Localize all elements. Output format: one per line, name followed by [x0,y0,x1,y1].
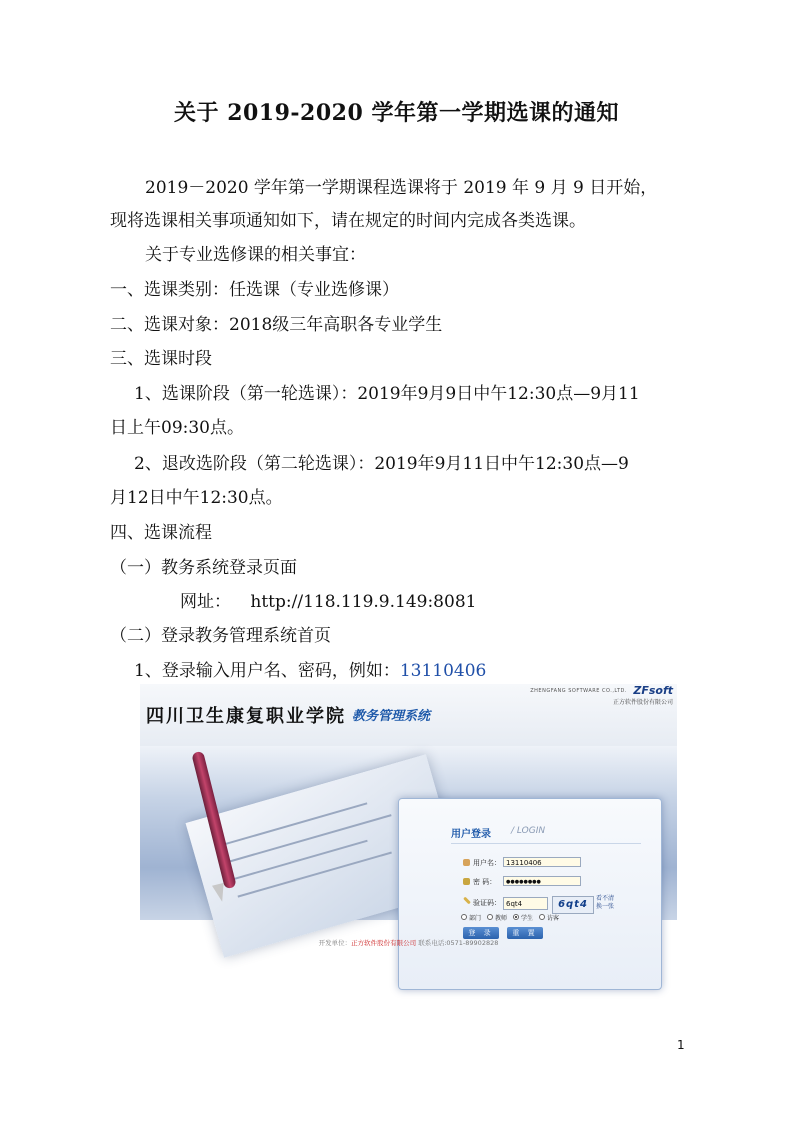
item-schedule-heading: 三、选课时段 [110,349,212,369]
role-radio-student[interactable] [513,914,519,920]
url-label: 网址： [180,592,231,612]
login-title: 用户登录 [451,829,491,840]
example-username: 13110406 [399,661,487,681]
login-divider [451,843,641,844]
footer-developer-label: 开发单位： [318,939,352,947]
captcha-label: 验证码： [473,899,501,907]
item-target-students: 二、选课对象：2018级三年高职各专业学生 [110,315,443,335]
url-line [180,590,476,614]
login-button[interactable]: 登 录 [463,927,499,939]
lock-icon [463,878,470,885]
step-login-page: （一）教务系统登录页面 [110,558,297,578]
footer-phone: 联系电话:0571-89902828 [418,939,499,947]
login-page-screenshot [140,684,677,962]
login-panel [398,798,662,990]
captcha-input[interactable]: 6qt4 [503,897,548,910]
password-input[interactable]: ●●●●●●●● [503,876,581,886]
schedule-round2-line1: 2、退改选阶段（第二轮选课）：2019年9月11日中午12:30点—9 [134,454,629,474]
company-name-en: ZHENGFANG SOFTWARE CO.,LTD. [530,688,627,694]
captcha-refresh-link[interactable]: 看不清 换一张 [596,895,615,910]
user-icon [463,859,470,866]
step-login-instructions [134,659,486,683]
system-name: 教务管理系统 [352,709,431,724]
page-number: 1 [677,1038,685,1052]
reset-button[interactable]: 重 置 [507,927,543,939]
url-link[interactable]: http://118.119.9.149:8081 [250,592,477,612]
login-subtitle: / LOGIN [511,826,546,836]
role-radio-visitor[interactable] [539,914,545,920]
pencil-icon [463,897,471,905]
paragraph-intro-line1: 2019－2020 学年第一学期课程选课将于 2019 年 9 月 9 日开始， [145,178,658,198]
login-instructions-text: 1、登录输入用户名、密码，例如： [134,661,400,681]
zfsoft-logo: ZFsoft [633,684,673,697]
footer-company: 正方软件股份有限公司 [351,939,417,947]
role-label-department: 部门 [469,915,482,922]
step-homepage: （二）登录教务管理系统首页 [110,626,331,646]
role-label-visitor: 访客 [547,915,560,922]
captcha-image: 6qt4 [552,896,594,914]
page-title: 关于 2019-2020 学年第一学期选课的通知 [174,100,619,126]
paragraph-intro-line2: 现将选课相关事项通知如下，请在规定的时间内完成各类选课。 [110,211,586,231]
role-radio-teacher[interactable] [487,914,493,920]
login-footer [140,938,677,947]
school-name: 四川卫生康复职业学院 [146,706,346,727]
username-input[interactable]: 13110406 [503,857,581,867]
login-banner [140,746,677,937]
role-label-teacher: 教师 [495,915,508,922]
password-label: 密 码： [473,878,497,886]
paragraph-elective-intro: 关于专业选修课的相关事宜： [145,245,366,265]
company-name-cn: 正方软件股份有限公司 [612,699,673,706]
role-label-student: 学生 [521,915,534,922]
role-radio-department[interactable] [461,914,467,920]
item-course-category: 一、选课类别：任选课（专业选修课） [110,280,399,300]
schedule-round2-line2: 月12日中午12:30点。 [110,488,283,508]
item-process-heading: 四、选课流程 [110,523,212,543]
username-label: 用户名： [473,859,501,867]
system-header [140,684,677,746]
schedule-round1-line1: 1、选课阶段（第一轮选课）：2019年9月9日中午12:30点—9月11 [134,384,640,404]
schedule-round1-line2: 日上午09:30点。 [110,418,244,438]
